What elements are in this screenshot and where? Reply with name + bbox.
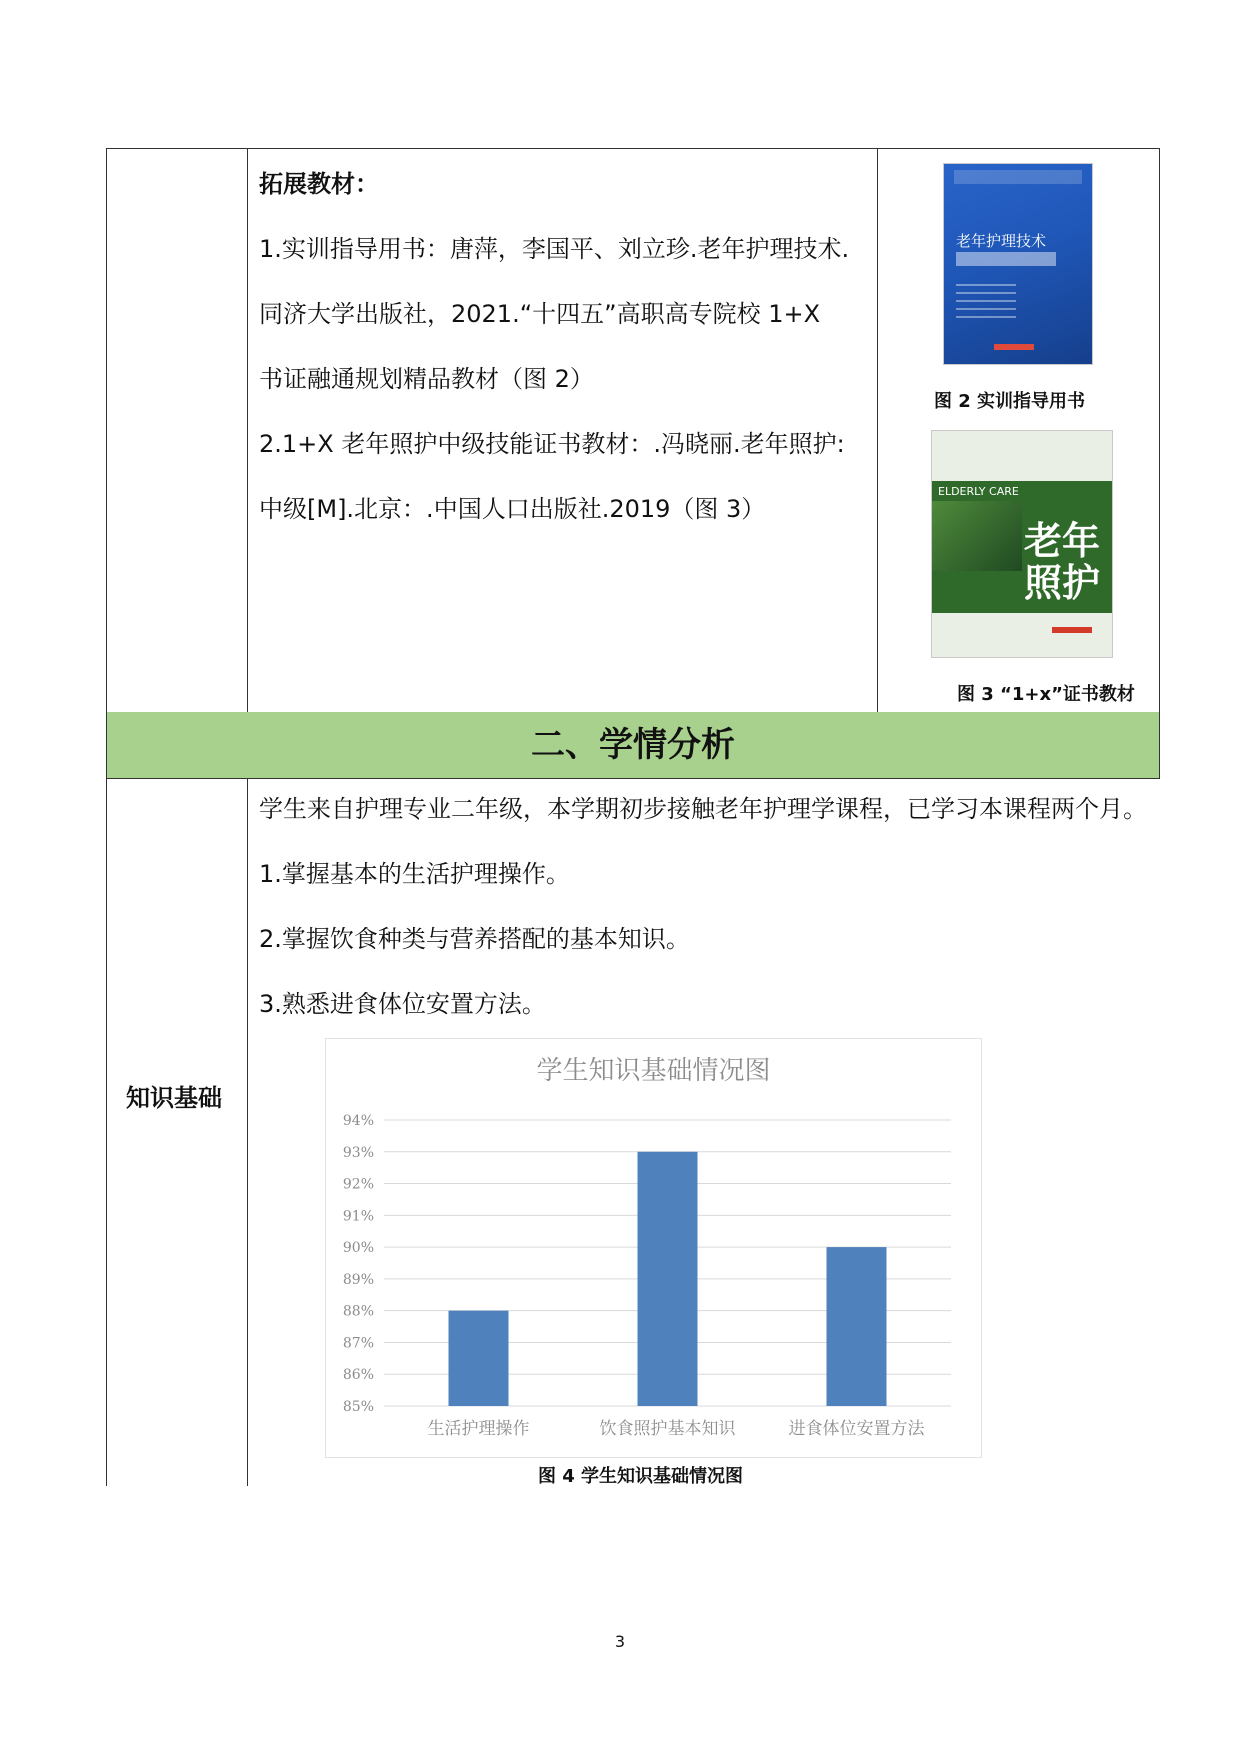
figure4-caption: 图 4 学生知识基础情况图	[538, 1466, 744, 1487]
y-tick-label: 91%	[342, 1208, 374, 1225]
knowledge-chart-container	[325, 1038, 982, 1458]
y-tick-label: 93%	[342, 1144, 374, 1161]
book-cover-title-1: 老年	[1024, 519, 1101, 563]
textbook-line-1: 1.实训指导用书：唐萍，李国平、刘立珍.老年护理技术.	[259, 235, 850, 263]
knowledge-base-intro: 学生来自护理专业二年级，本学期初步接触老年护理学课程，已学习本课程两个月。	[259, 795, 1147, 823]
book-cover-title-2: 照护	[1024, 561, 1101, 605]
extended-textbooks-heading: 拓展教材：	[259, 170, 379, 198]
table-right-border	[1159, 148, 1160, 778]
column-divider-2	[877, 148, 878, 712]
figure2-caption: 图 2 实训指导用书	[934, 391, 1086, 412]
y-tick-label: 89%	[342, 1271, 374, 1288]
knowledge-item-3: 3.熟悉进食体位安置方法。	[259, 990, 546, 1018]
nursing-technology-book-cover	[944, 164, 1092, 364]
y-tick-label: 92%	[342, 1176, 374, 1193]
x-tick-label: 生活护理操作	[427, 1419, 530, 1439]
row-divider-bottom	[106, 778, 1160, 779]
knowledge-base-label: 知识基础	[126, 1084, 222, 1112]
textbook-line-5: 中级[M].北京：.中国人口出版社.2019（图 3）	[259, 495, 766, 523]
y-tick-label: 86%	[342, 1367, 374, 1384]
textbook-line-3: 书证融通规划精品教材（图 2）	[259, 365, 594, 393]
y-tick-label: 85%	[342, 1399, 374, 1415]
textbook-line-4: 2.1+X 老年照护中级技能证书教材：.冯晓丽.老年照护:	[259, 430, 845, 458]
knowledge-bar-chart	[326, 1039, 981, 1457]
book-info-lines	[956, 284, 1016, 318]
book-top-band	[932, 431, 1112, 481]
bar	[449, 1311, 509, 1406]
textbook-line-2: 同济大学出版社，2021.“十四五”高职高专院校 1+X	[259, 300, 821, 328]
chart-title: 学生知识基础情况图	[536, 1056, 771, 1086]
knowledge-item-1: 1.掌握基本的生活护理操作。	[259, 860, 570, 888]
column-divider-1	[247, 148, 248, 712]
elderly-care-book-cover	[932, 431, 1112, 657]
column-divider-3	[247, 778, 248, 1486]
x-tick-label: 饮食照护基本知识	[599, 1419, 736, 1439]
y-tick-label: 94%	[342, 1113, 374, 1129]
book-english-title: ELDERLY CARE	[938, 485, 1019, 498]
book-bottom-band	[932, 613, 1112, 657]
section-header-band	[107, 712, 1159, 778]
bar	[638, 1152, 698, 1406]
knowledge-item-2: 2.掌握饮食种类与营养搭配的基本知识。	[259, 925, 690, 953]
publisher-mark-icon	[1052, 627, 1092, 633]
y-tick-label: 88%	[342, 1303, 374, 1320]
section-title: 二、学情分析	[531, 725, 735, 765]
book-photo	[932, 501, 1022, 571]
book-top-strip	[954, 170, 1082, 184]
book-title: 老年护理技术	[956, 232, 1047, 250]
table-top-border	[106, 148, 1160, 149]
page-number: 3	[614, 1632, 626, 1651]
table-left-border	[106, 148, 107, 1486]
y-tick-label: 90%	[342, 1240, 374, 1257]
x-tick-label: 进食体位安置方法	[788, 1419, 925, 1439]
publisher-logo-icon	[994, 344, 1034, 350]
y-tick-label: 87%	[342, 1335, 374, 1352]
bar	[827, 1247, 887, 1406]
book-photo-strip	[956, 252, 1056, 266]
figure3-caption: 图 3 “1+x”证书教材	[957, 684, 1135, 705]
